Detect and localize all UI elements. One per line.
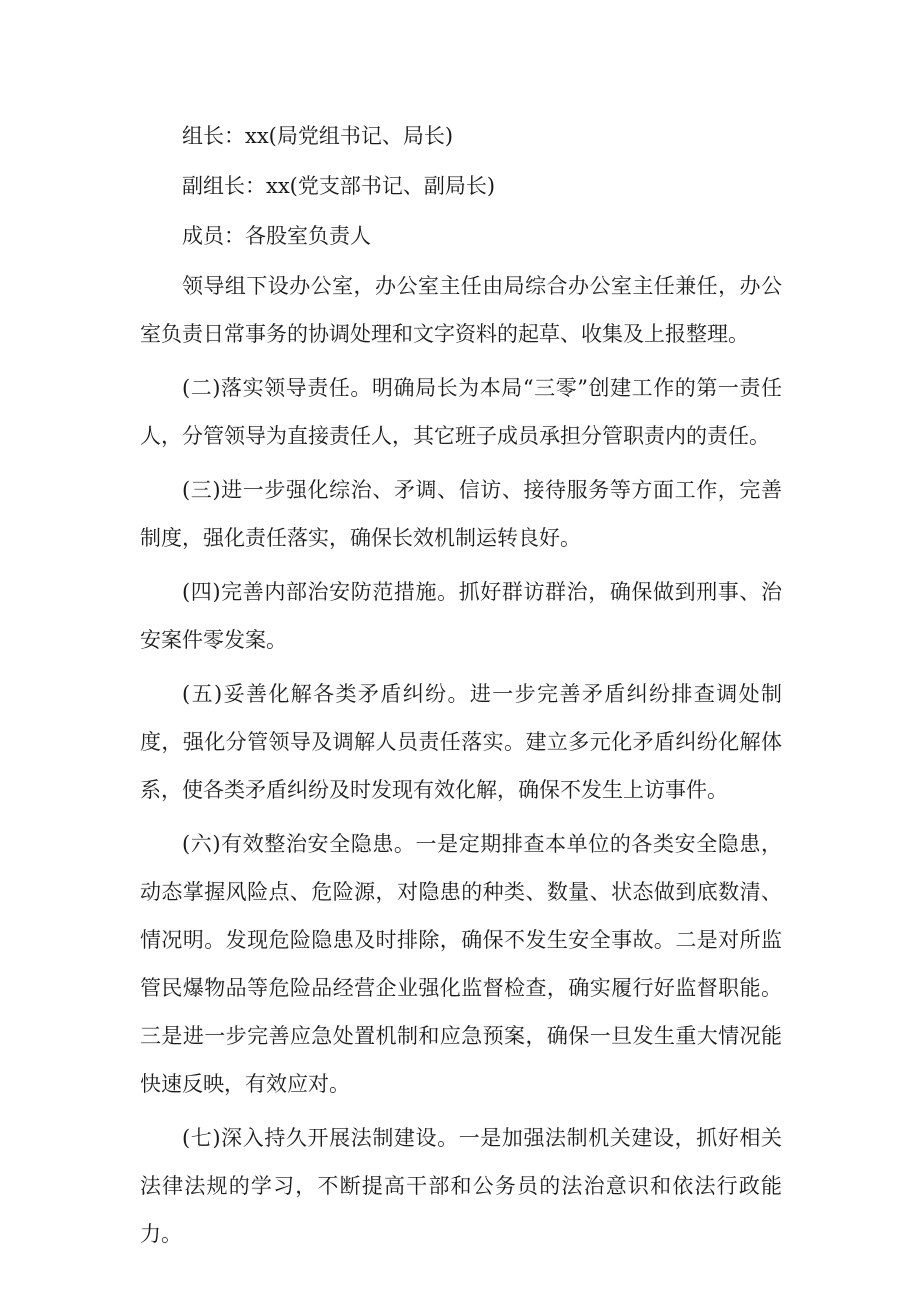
paragraph-members: 成员：各股室负责人 [182, 224, 371, 248]
paragraph-section-7: (七)深入持久开展法制建设。一是加强法制机关建设，抓好相关法律法规的学习，不断提高干部和公务员的法治意识和依法行政能力。 [140, 1126, 782, 1246]
paragraph-deputy-leader: 副组长：xx(党支部书记、副局长) [182, 174, 496, 198]
paragraph-office: 领导组下设办公室，办公室主任由局综合办公室主任兼任，办公室负责日常事务的协调处理和文字资料的起草、收集及上报整理。 [140, 274, 782, 346]
paragraph-section-4: (四)完善内部治安防范措施。抓好群访群治，确保做到刑事、治安案件零发案。 [140, 580, 782, 652]
paragraph-section-2: (二)落实领导责任。明确局长为本局“三零”创建工作的第一责任人，分管领导为直接责任人，其它班子成员承担分管职责内的责任。 [140, 376, 782, 448]
document-body [140, 112, 782, 1264]
paragraph-section-3: (三)进一步强化综治、矛调、信访、接待服务等方面工作，完善制度，强化责任落实，确保长效机制运转良好。 [140, 478, 782, 550]
paragraph-group-leader: 组长：xx(局党组书记、局长) [182, 124, 454, 148]
paragraph-section-5: (五)妥善化解各类矛盾纠纷。进一步完善矛盾纠纷排查调处制度，强化分管领导及调解人员责任落实。建立多元化矛盾纠纷化解体系，使各类矛盾纠纷及时发现有效化解，确保不发生上访事件。 [140, 682, 782, 802]
paragraph-section-6: (六)有效整治安全隐患。一是定期排查本单位的各类安全隐患，动态掌握风险点、危险源，对隐患的种类、数量、状态做到底数清、情况明。发现危险隐患及时排除，确保不发生安全事故。二是对所监管民爆物品等危险品经营企业强化监督检查，确实履行好监督职能。三是进一步完善应急处置机制和应急预案，确保一旦发生重大情况能快速反映，有效应对。 [140, 832, 782, 1096]
